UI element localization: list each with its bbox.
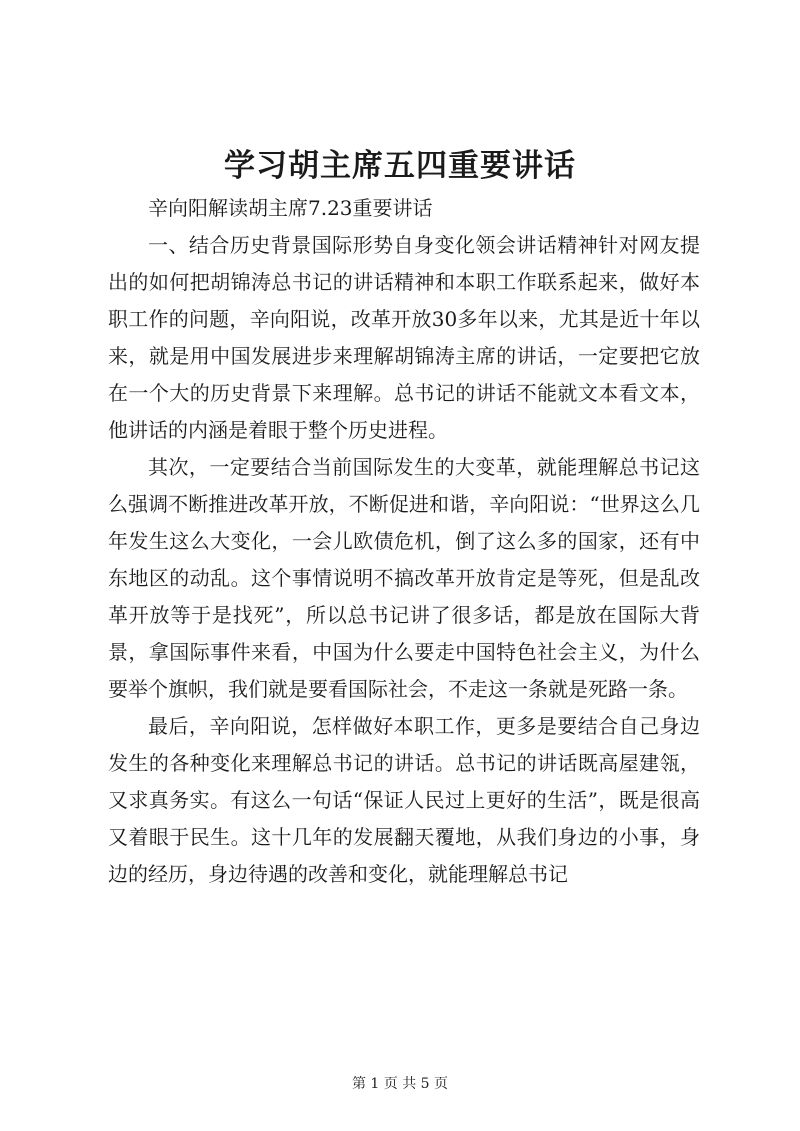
body-paragraph: 其次，一定要结合当前国际发生的大变革，就能理解总书记这么强调不断推进改革开放，不断促进和谐，辛向阳说：“世界这么几年发生这么大变化，一会儿欧债危机，倒了这么多的国家，还有中东地区的动乱。这个事情说明不搞改革开放肯定是等死，但是乱改革开放等于是找死”，所以总书记讲了很多话，都是放在国际大背景，拿国际事件来看，中国为什么要走中国特色社会主义，为什么要举个旗帜，我们就是要看国际社会，不走这一条就是死路一条。 bbox=[108, 455, 700, 701]
body-paragraph: 一、结合历史背景国际形势自身变化领会讲话精神针对网友提出的如何把胡锦涛总书记的讲话精神和本职工作联系起来，做好本职工作的问题，辛向阳说，改革开放30多年以来，尤其是近十年以来，就是用中国发展进步来理解胡锦涛主席的讲话，一定要把它放在一个大的历史背景下来理解。总书记的讲话不能就文本看文本，他讲话的内涵是着眼于整个历史进程。 bbox=[108, 233, 700, 442]
body-paragraph: 最后，辛向阳说，怎样做好本职工作，更多是要结合自己身边发生的各种变化来理解总书记的讲话。总书记的讲话既高屋建瓴，又求真务实。有这么一句话“保证人民过上更好的生活”，既是很高又着眼于民生。这十几年的发展翻天覆地，从我们身边的小事，身边的经历，身边待遇的改善和变化，就能理解总书记 bbox=[108, 714, 700, 886]
document-body bbox=[108, 190, 700, 893]
page-title: 学习胡主席五四重要讲话 bbox=[224, 148, 576, 184]
page-footer: 第 1 页 共 5 页 bbox=[351, 1076, 449, 1092]
subtitle-paragraph: 辛向阳解读胡主席7.23重要讲话 bbox=[148, 196, 433, 220]
